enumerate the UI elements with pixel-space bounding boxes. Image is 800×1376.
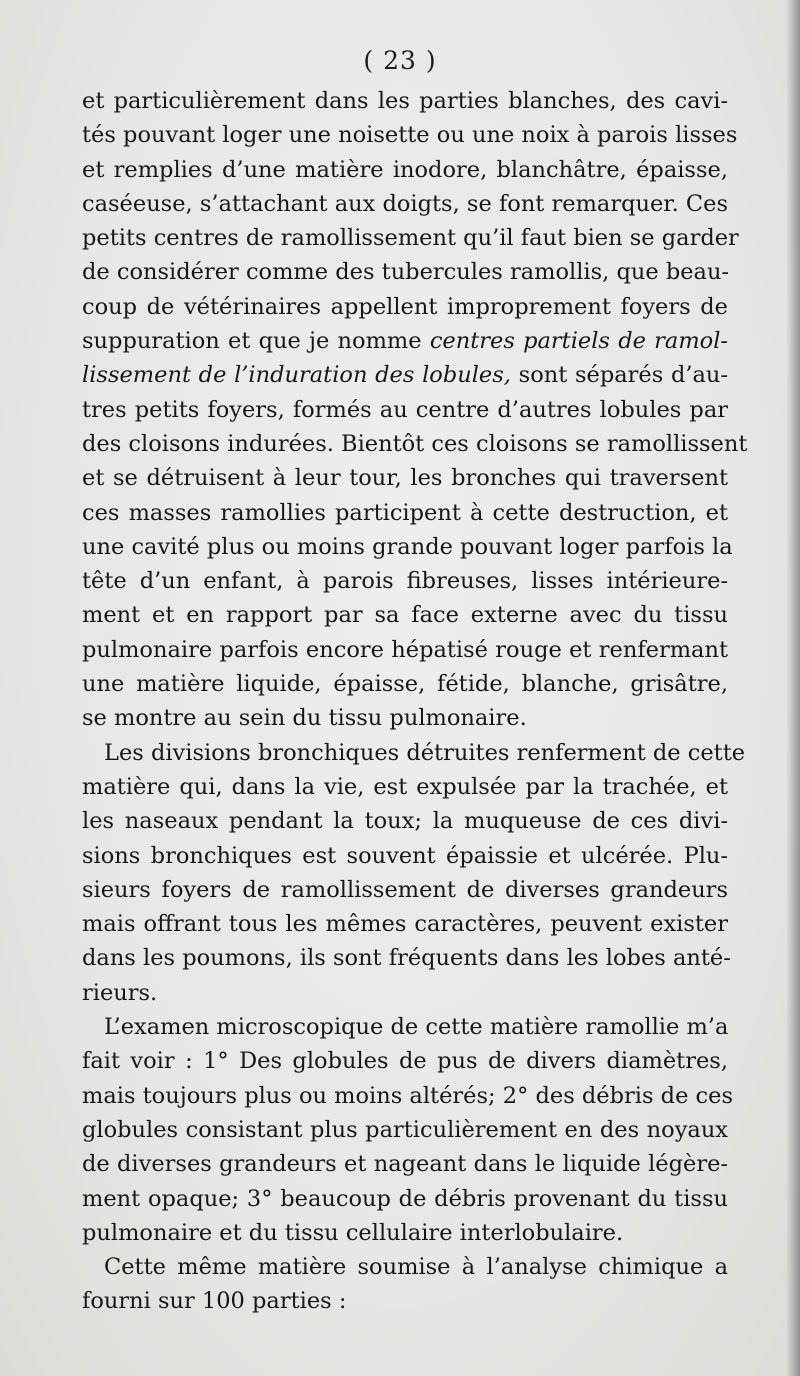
text-line: sions bronchiques est souvent épaissie et ulcérée. Plu-: [82, 842, 728, 869]
text-line: globules consistant plus particulièrement en des noyaux: [82, 1116, 728, 1143]
text-line: pulmonaire parfois encore hépatisé rouge et renfermant: [82, 636, 728, 663]
text-line: coup de vétérinaires appellent improprement foyers de: [82, 293, 728, 320]
text-line: une cavité plus ou moins grande pouvant loger parfois la: [82, 533, 733, 560]
paragraph-1: [82, 84, 748, 736]
text-line: ment opaque; 3° beaucoup de débris provenant du tissu: [82, 1185, 728, 1212]
text-line: petits centres de ramollissement qu’il faut bien se garder: [82, 225, 739, 252]
text-line: et particulièrement dans les parties blanches, des cavi-: [82, 88, 728, 114]
text-line: ment et en rapport par sa face externe avec du tissu: [82, 602, 728, 629]
text-line: de considérer comme des tubercules ramollis, que beau-: [82, 259, 730, 286]
paragraph-2: [82, 736, 746, 1010]
text-line: L’examen microscopique de cette matière ramollie m’a: [104, 1014, 729, 1041]
text-line: de diverses grandeurs et nageant dans le liquide légère-: [82, 1151, 728, 1178]
text-line: tête d’un enfant, à parois fibreuses, lisses intérieure-: [82, 568, 728, 595]
text-line: et se détruisent à leur tour, les bronches qui traversent: [82, 465, 728, 492]
text-line: sieurs foyers de ramollissement de diverses grandeurs: [82, 876, 728, 903]
text-line: dans les poumons, ils sont fréquents dans les lobes anté-: [82, 945, 731, 972]
text-line: mais toujours plus ou moins altérés; 2° des débris de ces: [82, 1082, 733, 1109]
paragraph-4: [82, 1250, 728, 1319]
text-line: Les divisions bronchiques détruites renferment de cette: [104, 739, 746, 766]
text-line: tres petits foyers, formés au centre d’autres lobules par: [82, 396, 728, 423]
text-line: caséeuse, s’attachant aux doigts, se font remarquer. Ces: [82, 190, 728, 217]
page-number: ( 23 ): [363, 46, 437, 75]
text-line: mais offrant tous les mêmes caractères, peuvent exister: [82, 911, 728, 938]
text-segment: suppuration et que je nomme: [82, 328, 422, 355]
page-edge-shadow: [786, 0, 800, 1376]
text-line: une matière liquide, épaisse, fétide, blanche, grisâtre,: [82, 671, 728, 698]
text-line: les naseaux pendant la toux; la muqueuse de ces divi-: [82, 808, 728, 835]
text-line: fait voir : 1° Des globules de pus de divers diamètres,: [82, 1048, 728, 1075]
text-line: pulmonaire et du tissu cellulaire interlobulaire.: [82, 1219, 624, 1246]
text-line: matière qui, dans la vie, est expulsée par la trachée, et: [82, 773, 728, 800]
text-line: fourni sur 100 parties :: [82, 1288, 347, 1315]
paragraph-3: [82, 1010, 733, 1250]
text-line: Cette même matière soumise à l’analyse chimique a: [104, 1254, 728, 1281]
text-line: tés pouvant loger une noisette ou une noix à parois lisses: [82, 122, 738, 149]
text-line: ces masses ramollies participent à cette destruction, et: [82, 499, 728, 526]
text-line-mixed: [82, 358, 728, 392]
text-line: rieurs.: [82, 979, 158, 1006]
italic-term: lissement de l’induration des lobules,: [82, 362, 511, 389]
text-line: se montre au sein du tissu pulmonaire.: [82, 705, 527, 732]
text-segment: sont séparés d’au-: [510, 362, 729, 389]
text-line-mixed: [82, 324, 728, 358]
italic-term: centres partiels de ramol-: [429, 328, 728, 355]
text-line: des cloisons indurées. Bientôt ces cloisons se ramollissent: [82, 430, 748, 457]
text-line: et remplies d’une matière inodore, blanchâtre, épaisse,: [82, 156, 728, 183]
body-text: [82, 84, 748, 1319]
